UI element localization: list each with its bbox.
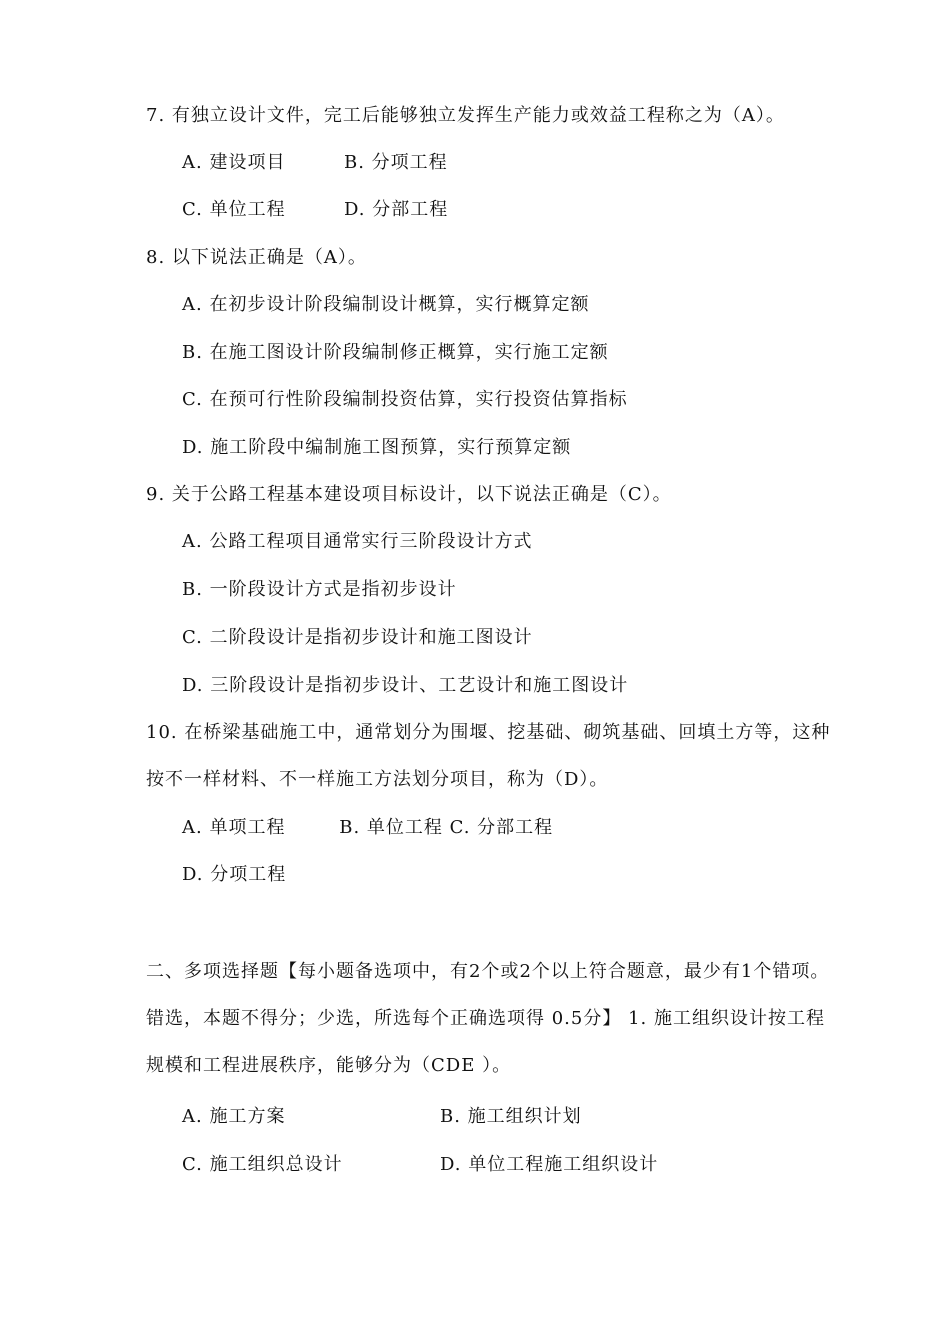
question-7-option-a: A. 建设项目 bbox=[182, 152, 286, 173]
question-8-option-d: D. 施工阶段中编制施工图预算，实行预算定额 bbox=[182, 437, 572, 458]
question-7-option-d: D. 分部工程 bbox=[344, 199, 449, 220]
section2-heading-line2: 错选，本题不得分；少选，所选每个正确选项得 0.5分】 1. 施工组织设计按工程 bbox=[146, 1008, 825, 1029]
question-8-stem: 8. 以下说法正确是（A）。 bbox=[146, 247, 367, 268]
question-10-stem-line2: 按不一样材料、不一样施工方法划分项目，称为（D）。 bbox=[146, 769, 609, 790]
question-10-options-row1: A. 单项工程 B. 单位工程 C. 分部工程 bbox=[182, 817, 554, 838]
section2-q1-option-d: D. 单位工程施工组织设计 bbox=[440, 1154, 659, 1175]
question-8-option-a: A. 在初步设计阶段编制设计概算，实行概算定额 bbox=[182, 294, 590, 315]
question-9-option-d: D. 三阶段设计是指初步设计、工艺设计和施工图设计 bbox=[182, 675, 629, 696]
question-8-option-c: C. 在预可行性阶段编制投资估算，实行投资估算指标 bbox=[182, 389, 628, 410]
question-7-option-c: C. 单位工程 bbox=[182, 199, 286, 220]
section2-q1-option-c: C. 施工组织总设计 bbox=[182, 1154, 343, 1175]
question-9-option-c: C. 二阶段设计是指初步设计和施工图设计 bbox=[182, 627, 533, 648]
question-9-option-b: B. 一阶段设计方式是指初步设计 bbox=[182, 579, 457, 600]
section2-heading-line3: 规模和工程进展秩序，能够分为（CDE ）。 bbox=[146, 1055, 512, 1076]
question-9-stem: 9. 关于公路工程基本建设项目标设计，以下说法正确是（C）。 bbox=[146, 484, 672, 505]
section2-q1-option-b: B. 施工组织计划 bbox=[440, 1106, 582, 1127]
question-7-option-b: B. 分项工程 bbox=[344, 152, 448, 173]
section2-heading-line1: 二、多项选择题【每小题备选项中，有2个或2个以上符合题意，最少有1个错项。 bbox=[146, 961, 830, 982]
question-9-option-a: A. 公路工程项目通常实行三阶段设计方式 bbox=[182, 531, 533, 552]
section2-q1-option-a: A. 施工方案 bbox=[182, 1106, 286, 1127]
question-10-stem-line1: 10. 在桥梁基础施工中，通常划分为围堰、挖基础、砌筑基础、回填土方等，这种 bbox=[146, 722, 831, 743]
question-7-stem: 7. 有独立设计文件，完工后能够独立发挥生产能力或效益工程称之为（A）。 bbox=[146, 105, 785, 126]
question-8-option-b: B. 在施工图设计阶段编制修正概算，实行施工定额 bbox=[182, 342, 609, 363]
question-10-option-d: D. 分项工程 bbox=[182, 864, 287, 885]
